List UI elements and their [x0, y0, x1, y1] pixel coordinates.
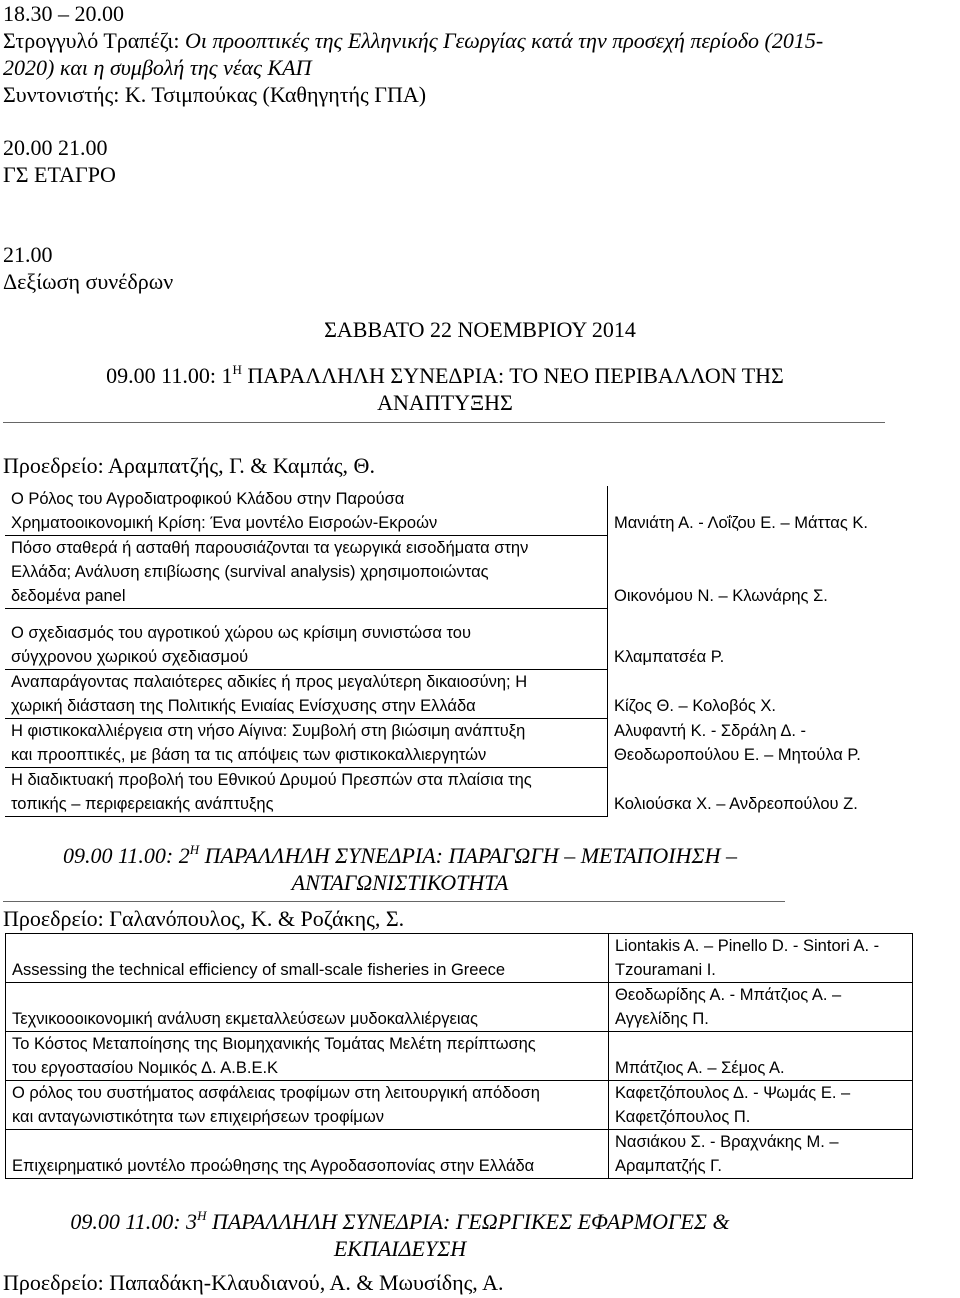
slot-time: 20.00 21.00 — [3, 135, 108, 160]
round-table-title-cont: 2020) και η συμβολή της νέας ΚΑΠ — [3, 55, 312, 80]
reception: Δεξίωση συνέδρων — [3, 269, 174, 294]
session-1-papers — [5, 486, 955, 817]
paper-title: Τεχνικοοοικονομική ανάλυση εκμεταλλεύσεων μυδοκαλλιέργειας — [6, 983, 609, 1032]
slot-time: 18.30 – 20.00 — [3, 1, 124, 26]
session-2-heading: 09.00 11.00: $2^H$ ΠΑΡΑΛΛΗΛΗ ΣΥΝΕΔΡΙΑ: ΠΑΡΑΓΩΓΗ – ΜΕΤΑΠΟΙΗΣΗ – — [63, 842, 737, 868]
paper-title: Ο Ρόλος του Αγροδιατροφικού Κλάδου στην Παρούσα Χρηματοοικονομική Κρίση: Ένα μοντέλο Εισροών-Εκροών — [5, 487, 608, 536]
table-row — [5, 718, 955, 767]
session-3-heading-cont: ΕΚΠΑΙΔΕΥΣΗ — [333, 1236, 467, 1261]
paper-authors: Νασιάκου Σ. - Βραχνάκης Μ. – Αραμπατζής Γ. — [609, 1130, 913, 1179]
day-heading: ΣΑΒΒΑΤΟ 22 ΝΟΕΜΒΡΙΟΥ 2014 — [324, 317, 636, 342]
table-row — [6, 934, 913, 983]
paper-title: Το Κόστος Μεταποίησης της Βιομηχανικής Τομάτας Μελέτη περίπτωσης του εργοστασίου Νομικός Δ. Α.Β.Ε.Κ — [6, 1032, 609, 1081]
session-2-chairs: Προεδρείο: Γαλανόπουλος, Κ. & Ροζάκης, Σ. — [3, 906, 405, 931]
table-row — [6, 983, 913, 1032]
slot-time: 21.00 — [3, 242, 53, 267]
general-assembly: ΓΣ ΕΤΑΓΡΟ — [3, 162, 116, 187]
table-row — [5, 487, 955, 536]
paper-authors: Καφετζόπουλος Δ. - Ψωμάς Ε. – Καφετζόπουλος Π. — [609, 1081, 913, 1130]
paper-authors: Κλαμπατσέα Ρ. — [608, 608, 955, 669]
paper-authors: Μανιάτη Α. - Λοΐζου Ε. – Μάττας Κ. — [608, 487, 955, 536]
paper-authors: Κολιούσκα Χ. – Ανδρεοπούλου Ζ. — [608, 767, 955, 816]
paper-authors: Κίζος Θ. – Κολοβός Χ. — [608, 669, 955, 718]
session-3-heading: 09.00 11.00: $3^H$ ΠΑΡΑΛΛΗΛΗ ΣΥΝΕΔΡΙΑ: ΓΕΩΡΓΙΚΕΣ ΕΦΑΡΜΟΓΕΣ & — [70, 1208, 730, 1234]
table-row — [5, 535, 955, 608]
paper-title: Αναπαράγοντας παλαιότερες αδικίες ή προς μεγαλύτερη δικαιοσύνη; Η χωρική διάσταση της Πολιτικής Ενιαίας Ενίσχυσης στην Ελλάδα — [5, 669, 608, 718]
paper-title: Η φιστικοκαλλιέργεια στη νήσο Αίγινα: Συμβολή στη βιώσιμη ανάπτυξη και προοπτικές, με βάση τα τις απόψεις των φιστικοκαλλιεργητών — [5, 718, 608, 767]
evening-program — [3, 0, 960, 295]
session-1-heading: 09.00 11.00: $1^H$ ΠΑΡΑΛΛΗΛΗ ΣΥΝΕΔΡΙΑ: ΤΟ ΝΕΟ ΠΕΡΙΒΑΛΛΟΝ ΤΗΣ — [106, 362, 784, 388]
table-row — [5, 608, 955, 669]
paper-authors: Θεοδωρίδης Α. - Μπάτζιος Α. – Αγγελίδης Π. — [609, 983, 913, 1032]
paper-authors: Οικονόμου Ν. – Κλωνάρης Σ. — [608, 535, 955, 608]
round-table-title: Στρογγυλό Τραπέζι: Οι προοπτικές της Ελληνικής Γεωργίας κατά την προσεχή περίοδο (2015- — [3, 28, 824, 53]
table-row — [6, 1130, 913, 1179]
table-row — [5, 767, 955, 816]
divider — [3, 422, 885, 423]
paper-title: Assessing the technical efficiency of small-scale fisheries in Greece — [6, 934, 609, 983]
table-row — [6, 1032, 913, 1081]
session-1-heading-cont: ΑΝΑΠΤΥΞΗΣ — [377, 390, 513, 415]
divider — [3, 901, 785, 902]
paper-title: Η διαδικτυακή προβολή του Εθνικού Δρυμού Πρεσπών στα πλαίσια της τοπικής – περιφερειακής ανάπτυξης — [5, 767, 608, 816]
session-2-heading-cont: ΑΝΤΑΓΩΝΙΣΤΙΚΟΤΗΤΑ — [291, 870, 509, 895]
coordinator: Συντονιστής: Κ. Τσιμπούκας (Καθηγητής ΓΠΑ) — [3, 82, 427, 107]
paper-authors: Liontakis A. – Pinello D. - Sintori A. - Tzouramani I. — [609, 934, 913, 983]
paper-title: Πόσο σταθερά ή ασταθή παρουσιάζονται τα γεωργικά εισοδήματα στην Ελλάδα; Ανάλυση επιβίωσης (survival analysis) χρησιμοποιώντας δεδομένα panel — [5, 535, 608, 608]
session-1-chairs: Προεδρείο: Αραμπατζής, Γ. & Καμπάς, Θ. — [3, 453, 375, 478]
paper-title: Ο ρόλος του συστήματος ασφάλειας τροφίμων στη λειτουργική απόδοση και ανταγωνιστικότητα των επιχειρήσεων τροφίμων — [6, 1081, 609, 1130]
table-row — [6, 1081, 913, 1130]
paper-authors: Μπάτζιος Α. – Σέμος Α. — [609, 1032, 913, 1081]
session-2-papers — [5, 933, 913, 1179]
paper-title: Επιχειρηματικό μοντέλο προώθησης της Αγροδασοπονίας στην Ελλάδα — [6, 1130, 609, 1179]
paper-title: Ο σχεδιασμός του αγροτικού χώρου ως κρίσιμη συνιστώσα του σύγχρονου χωρικού σχεδιασμού — [5, 608, 608, 669]
table-row — [5, 669, 955, 718]
paper-authors: Αλυφαντή Κ. - Σδράλη Δ. - Θεοδωροπούλου Ε. – Μητούλα Ρ. — [608, 718, 955, 767]
session-3-chairs: Προεδρείο: Παπαδάκη-Κλαυδιανού, Α. & Μωυσίδης, Α. — [3, 1270, 504, 1295]
